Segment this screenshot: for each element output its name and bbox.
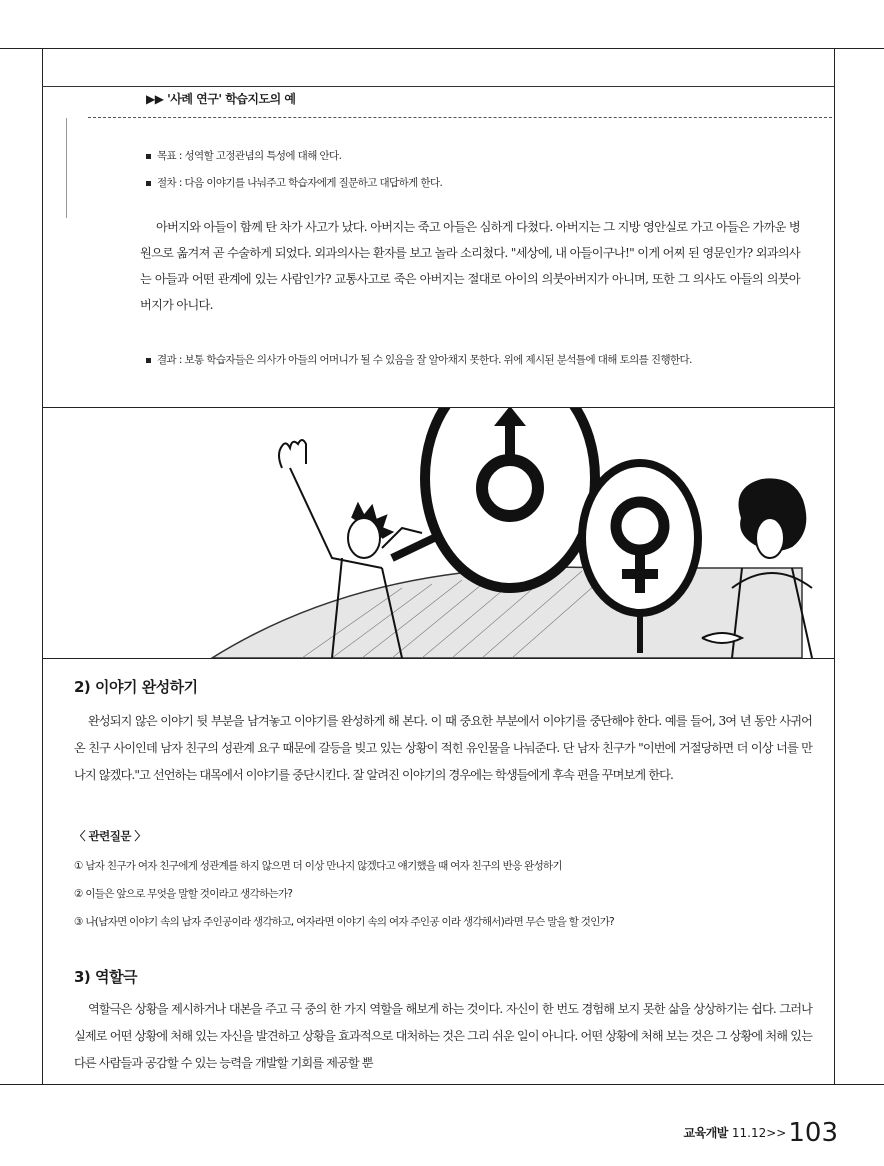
goal-text: 목표 : 성역할 고정관념의 특성에 대해 안다. [157, 150, 342, 162]
goal-line [146, 148, 341, 163]
section2-body: 완성되지 않은 이야기 뒷 부분을 남겨놓고 이야기를 완성하게 해 본다. 이 때 중요한 부분에서 이야기를 중단해야 한다. 예를 들어, 3여 년 동안 사귀어 온 친구 사이인데 남자 친구의 성관계 요구 때문에 갈등을 빚고 있는 상황이 적힌 유인물을 나눠준다. 단 남자 친구가 "이번에 거절당하면 더 이상 너를 만나지 않겠다."고 선언하는 대목에서 이야기를 중단시킨다. 잘 알려진 이야기의 경우에는 학생들에게 후속 편을 꾸며보게 한다. [74, 714, 812, 782]
case-study-title: ▶▶ '사례 연구' 학습지도의 예 [146, 92, 296, 106]
bullet-square-icon [146, 181, 151, 186]
related-questions-title: 〈 관련질문 〉 [74, 829, 146, 843]
question-item-2: ② 이들은 앞으로 무엇을 말할 것이라고 생각하는가? [74, 888, 293, 900]
magnifier-male [392, 408, 595, 588]
result-line [146, 352, 692, 367]
section3-body: 역할극은 상황을 제시하거나 대본을 주고 극 중의 한 가지 역할을 해보게 하는 것이다. 자신이 한 번도 경험해 보지 못한 삶을 상상하기는 쉽다. 그러나 실제로 어떤 상황에 처해 있는 자신을 발견하고 상황을 효과적으로 대처하는 것은 그리 쉬운 일이 아니다. 어떤 상황에 처해 보는 것은 그 상황에 처해 있는 다른 사람들과 공감할 수 있는 능력을 개발할 기회를 제공할 뿐 [74, 1002, 812, 1070]
right-frame-line [834, 48, 835, 1084]
result-text: 결과 : 보통 학습자들은 의사가 아들의 어머니가 될 수 있음을 잘 알아채지 못한다. 위에 제시된 분석틀에 대해 토의를 진행한다. [157, 354, 692, 366]
procedure-text: 절차 : 다음 이야기를 나눠주고 학습자에게 질문하고 대답하게 한다. [157, 177, 443, 189]
section-heading-role-play: 3) 역할극 [74, 968, 137, 986]
page-footer [684, 1118, 838, 1148]
dashed-divider [88, 117, 832, 118]
magazine-name: 교육개발 [683, 1126, 728, 1140]
procedure-line [146, 175, 442, 190]
case-box-top-line [42, 86, 834, 87]
dashed-side-mark [66, 118, 67, 218]
page-number: 103 [788, 1118, 838, 1148]
question-item-3: ③ 나(남자면 이야기 속의 남자 주인공이라 생각하고, 여자라면 이야기 속의 여자 주인공 이라 생각해서)라면 무슨 말을 할 것인가? [74, 916, 615, 928]
bottom-rule [0, 1084, 884, 1085]
top-rule [0, 48, 884, 49]
bullet-square-icon [146, 154, 151, 159]
illustration-bottom-line [42, 658, 834, 659]
bullet-square-icon [146, 358, 151, 363]
issue-number: 11.12>> [731, 1126, 787, 1140]
question-item-1: ① 남자 친구가 여자 친구에게 성관계를 하지 않으면 더 이상 만나지 않겠다고 얘기했을 때 여자 친구의 반응 완성하기 [74, 860, 562, 872]
case-story: 아버지와 아들이 함께 탄 차가 사고가 났다. 아버지는 죽고 아들은 심하게 다쳤다. 아버지는 그 지방 영안실로 가고 아들은 가까운 병원으로 옮겨져 곧 수술하게 되었다. 외과의사는 환자를 보고 놀라 소리쳤다. "세상에, 내 아들이구나!" 이게 어찌 된 영문인가? 외과의사는 아들과 어떤 관계에 있는 사람인가? 교통사고로 죽은 아버지는 절대로 아이의 의붓아버지가 아니며, 또한 그 의사도 아들의 의붓아버지가 아니다. [140, 220, 800, 312]
gender-illustration [42, 408, 834, 658]
section-heading-story-completion: 2) 이야기 완성하기 [74, 678, 198, 696]
illustration-svg [42, 408, 834, 658]
